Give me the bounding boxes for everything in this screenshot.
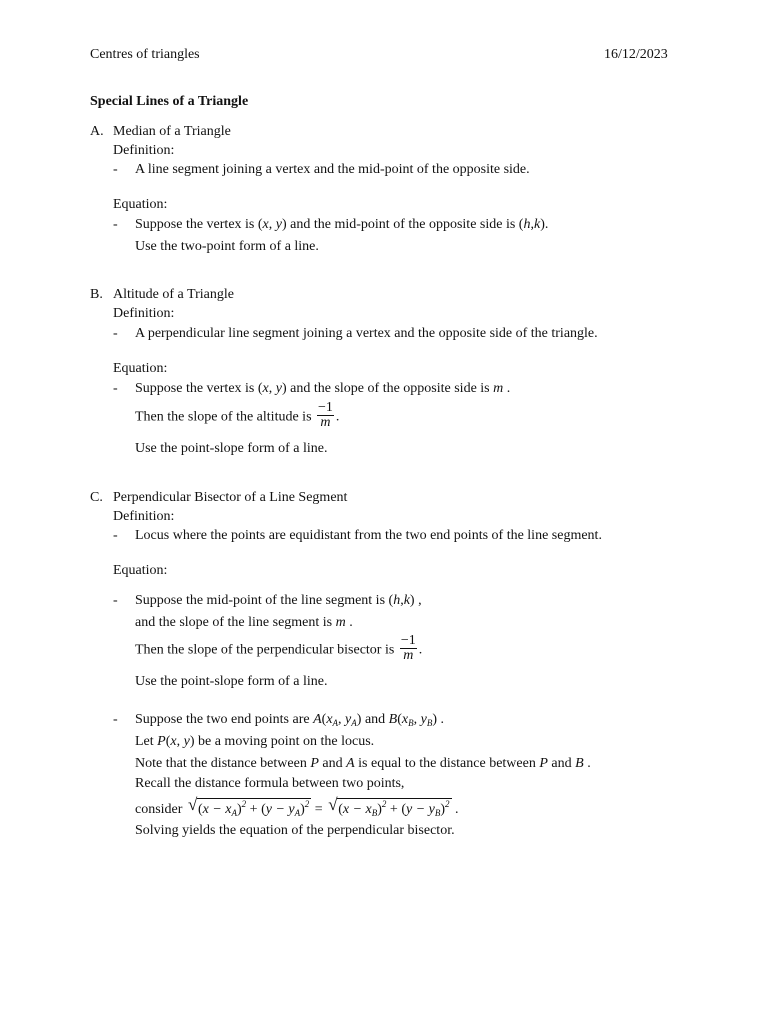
- section-c-definition: Locus where the points are equidistant from the two end points of the line segment.: [135, 528, 602, 543]
- section-c-p1-line-3: Then the slope of the perpendicular bisector is $\frac{-1}{m}$ .: [135, 633, 423, 663]
- page-heading: Special Lines of a Triangle: [90, 94, 249, 109]
- bullet: -: [113, 593, 118, 608]
- math-fraction-neg-reciprocal: $\frac{-1}{m}$: [318, 400, 333, 430]
- section-c-p1-line-1: Suppose the mid-point of the line segment is (h,k) ,: [135, 593, 422, 608]
- section-b-equation-line-1: Suppose the vertex is (x, y) and the slope of the opposite side is m .: [135, 381, 511, 396]
- bullet: -: [113, 528, 118, 543]
- section-a-equation-label: Equation:: [113, 197, 168, 212]
- section-b-equation-line-2: Then the slope of the altitude is $\frac{-1}{m}$ .: [135, 400, 340, 430]
- section-b-title: Altitude of a Triangle: [113, 287, 234, 302]
- section-c-p2-line-5: [135, 795, 459, 820]
- math-sqrt-right: √ $(x - x_B)^2 + (y - y_B)^2$: [328, 795, 450, 818]
- section-b-equation-label: Equation:: [113, 361, 168, 376]
- math-b: B: [575, 756, 584, 771]
- text: Suppose the mid-point of the line segment is: [135, 593, 386, 608]
- bullet: -: [113, 712, 118, 727]
- text: Then the slope of the altitude is: [135, 409, 312, 425]
- section-c-p2-line-6: Solving yields the equation of the perpendicular bisector.: [135, 823, 455, 838]
- text: and: [364, 712, 386, 727]
- section-a-definition: A line segment joining a vertex and the mid-point of the opposite side.: [135, 162, 530, 177]
- text: Suppose the vertex is: [135, 381, 255, 396]
- section-c-marker: C.: [90, 490, 103, 505]
- text: and: [551, 756, 572, 771]
- section-b-marker: B.: [90, 287, 103, 302]
- math-p: P: [539, 756, 548, 771]
- text: Suppose the two end points are: [135, 712, 310, 727]
- section-b-equation-line-3: Use the point-slope form of a line.: [135, 441, 328, 456]
- math-point-b: $B(x_B$, $y_B$): [388, 712, 437, 728]
- math-slope: m: [335, 615, 346, 630]
- math-fraction-neg-reciprocal: $\frac{-1}{m}$: [400, 633, 416, 663]
- document-date: 16/12/2023: [604, 47, 668, 62]
- section-c-p1-line-4: Use the point-slope form of a line.: [135, 674, 328, 689]
- math-vertex: (x, y): [257, 381, 287, 396]
- section-c-title: Perpendicular Bisector of a Line Segment: [113, 490, 348, 505]
- math-point-a: $A(x_A$, $y_A$): [313, 712, 362, 728]
- section-a-equation-line-1: Suppose the vertex is (x, y) and the mid-point of the opposite side is (h,k).: [135, 217, 549, 232]
- section-c-p1-line-2: and the slope of the line segment is m .: [135, 615, 353, 630]
- bullet: -: [113, 381, 118, 396]
- section-a-marker: A.: [90, 124, 104, 139]
- section-c-p2-line-3: Note that the distance between P and A is equal to the distance between P and B .: [135, 756, 591, 771]
- text: and the slope of the line segment is: [135, 615, 333, 630]
- math-midpoint: (h,k): [388, 593, 415, 608]
- section-a-definition-label: Definition:: [113, 143, 175, 158]
- text: Then the slope of the perpendicular bisector is: [135, 642, 395, 658]
- section-c-p2-line-2: [135, 733, 374, 751]
- text: Note that the distance between: [135, 756, 307, 771]
- section-a-equation-line-2: Use the two-point form of a line.: [135, 239, 319, 254]
- section-c-p2-line-1: Suppose the two end points are $A(x_A$, $y_A$) and $B(x_B$, $y_B$) .: [135, 712, 444, 728]
- text: Suppose the vertex is: [135, 217, 255, 232]
- text: is equal to the distance between: [358, 756, 536, 771]
- section-c-definition-label: Definition:: [113, 509, 175, 524]
- document-title: Centres of triangles: [90, 47, 200, 62]
- text: consider: [135, 802, 183, 817]
- math-a: A: [346, 756, 355, 771]
- text: be a moving point on the locus.: [198, 734, 375, 749]
- math-slope: m: [493, 381, 504, 396]
- math-point-p: P(x, y): [157, 734, 195, 749]
- text: and the mid-point of the opposite side is: [290, 217, 516, 232]
- section-b-definition-label: Definition:: [113, 306, 175, 321]
- math-distance-equation: √ $(x - x_A)^2 + (y - y_A)^2$ = √ $(x - x_B)^2 + (y - y_B)^2$ .: [187, 795, 459, 818]
- text: and the slope of the opposite side is: [290, 381, 490, 396]
- math-sqrt-left: √ $(x - x_A)^2 + (y - y_A)^2$: [187, 795, 310, 818]
- section-c-p2-line-4: Recall the distance formula between two points,: [135, 776, 405, 791]
- text: and: [322, 756, 343, 771]
- section-a-title: Median of a Triangle: [113, 124, 231, 139]
- bullet: -: [113, 217, 118, 232]
- bullet: -: [113, 326, 118, 341]
- bullet: -: [113, 162, 118, 177]
- math-vertex: (x, y): [257, 217, 287, 232]
- text: Let: [135, 734, 154, 749]
- section-c-equation-label: Equation:: [113, 563, 168, 578]
- section-b-definition: A perpendicular line segment joining a vertex and the opposite side of the triangle.: [135, 326, 598, 341]
- math-p: P: [310, 756, 319, 771]
- math-midpoint: (h,k): [518, 217, 545, 232]
